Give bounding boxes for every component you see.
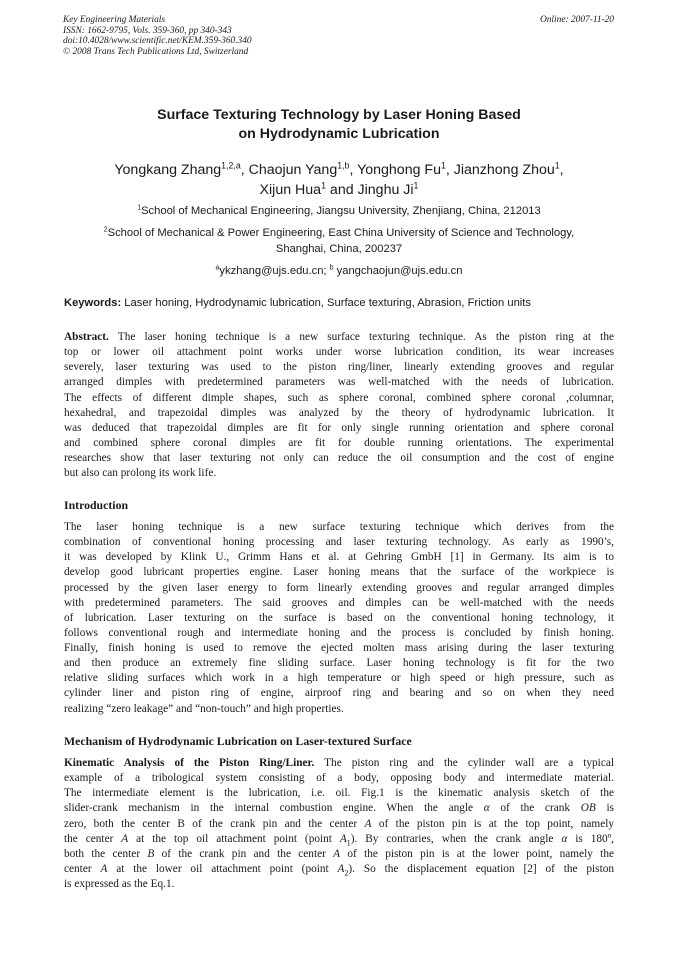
author-affiliation-mark: 1 bbox=[321, 180, 326, 191]
paragraph-line: The intermediate element is the lubrication, i.e. oil. Fig.1 is the kinematic analysis sketch of the bbox=[64, 787, 614, 800]
abstract-line bbox=[64, 330, 614, 345]
author-affiliation-mark: 1 bbox=[554, 160, 560, 171]
paragraph-text: both the center bbox=[64, 847, 148, 860]
paragraph-line bbox=[64, 801, 614, 816]
subsection-lead: Kinematic Analysis of the Piston Ring/Liner. bbox=[64, 757, 315, 769]
title-line-2: on Hydrodynamic Lubrication bbox=[238, 126, 440, 142]
paragraph-line: relative sliding surfaces which work in a high temperature or high speed or high pressure, such as bbox=[64, 672, 614, 685]
journal-copyright: © 2008 Trans Tech Publications Ltd, Switzerland bbox=[63, 46, 249, 57]
paragraph-line: it was developed by Klink U., Grimm Hans et al. at Gehring GmbH [1] in Germany. Its aim is to bbox=[64, 551, 614, 564]
affiliation-2 bbox=[40, 225, 638, 242]
paragraph-line: is expressed as the Eq.1. bbox=[64, 878, 175, 890]
author-name: , Jianzhong Zhou bbox=[445, 162, 555, 178]
paragraph-text: ). By contraries, when the crank angle bbox=[350, 832, 562, 845]
author-line-2 bbox=[40, 180, 638, 200]
paragraph-line: processed by the given laser energy to form linearly extending grooves and regular arranged dimples bbox=[64, 581, 614, 594]
author-list bbox=[40, 160, 638, 200]
math-variable: α bbox=[483, 802, 490, 815]
abstract-line: arranged dimples with predetermined parameters was well-matched with the needs of lubrication. bbox=[64, 376, 614, 389]
math-variable: α bbox=[561, 832, 568, 845]
math-subscript: 2 bbox=[344, 868, 349, 878]
email-text: ykzhang@ujs.edu.cn; bbox=[219, 264, 330, 277]
paragraph-text: of the piston pin is at the top point, namely bbox=[371, 817, 614, 830]
title-line-1: Surface Texturing Technology by Laser Honing Based bbox=[157, 107, 521, 123]
abstract-label: Abstract. bbox=[64, 331, 109, 343]
paragraph-line: combination of conventional honing processing and laser texturing technology. As early as 1990’s, bbox=[64, 536, 614, 549]
math-variable: B bbox=[147, 847, 155, 860]
introduction-body bbox=[64, 520, 614, 717]
author-affiliation-mark: 1,b bbox=[337, 160, 350, 171]
author-name: Xijun Hua bbox=[259, 182, 322, 198]
affiliation-text: School of Mechanical & Power Engineering, East China University of Science and Technology, bbox=[107, 226, 575, 239]
online-date: Online: 2007-11-20 bbox=[539, 15, 614, 25]
author-name: and Jinghu Ji bbox=[325, 182, 414, 198]
paragraph-line: Finally, finish honing is used to remove the ejected molten mass arising during the laser texturing bbox=[64, 642, 614, 654]
paragraph-text: is 180º, bbox=[567, 832, 614, 845]
paragraph-text: ). So the displacement equation [2] of the piston bbox=[348, 862, 615, 875]
paragraph-line: of lubrication. Laser texturing on the surface is based on the conventional honing technology, it bbox=[64, 611, 614, 624]
journal-name: Key Engineering Materials bbox=[63, 15, 166, 25]
author-affiliation-mark: 1,2,a bbox=[221, 160, 241, 171]
abstract-line: and combined sphere coronal dimples are fit for double running orientations. The experimental bbox=[64, 436, 614, 449]
affiliation-text: School of Mechanical Engineering, Jiangsu University, Zhenjiang, China, 212013 bbox=[141, 205, 541, 217]
abstract-line: The effects of different dimple shapes, such as sphere coronal, combined sphere coronal ,columnar, bbox=[64, 391, 614, 404]
author-separator: , bbox=[559, 162, 564, 178]
paragraph-line bbox=[64, 756, 614, 771]
journal-header bbox=[63, 15, 252, 57]
affiliation-mark: 2 bbox=[103, 225, 108, 233]
math-variable: A bbox=[337, 862, 345, 875]
abstract bbox=[64, 330, 614, 481]
keywords bbox=[64, 296, 531, 310]
abstract-text: The laser honing technique is a new surface texturing technique. As the piston ring at the bbox=[108, 331, 614, 343]
journal-issn: ISSN: 1662-9795, Vols. 359-360, pp 340-343 bbox=[63, 25, 232, 36]
math-variable: A bbox=[100, 862, 108, 875]
abstract-line: but also can prolong its work life. bbox=[64, 467, 217, 480]
section-heading-mechanism: Mechanism of Hydrodynamic Lubrication on Laser-textured Surface bbox=[64, 734, 412, 748]
paragraph-line bbox=[64, 817, 614, 832]
email-mark: a bbox=[215, 263, 220, 271]
paragraph-text: the center bbox=[64, 832, 122, 845]
author-affiliation-mark: 1 bbox=[413, 180, 419, 191]
affiliation-2-cont: Shanghai, China, 200237 bbox=[275, 243, 403, 255]
paragraph-text: at the lower oil attachment point (point bbox=[107, 862, 338, 875]
keywords-label: Keywords: bbox=[64, 297, 122, 309]
author-name: , Chaojun Yang bbox=[240, 162, 338, 178]
math-variable: A bbox=[121, 832, 129, 845]
email-text: yangchaojun@ujs.edu.cn bbox=[333, 264, 463, 277]
paragraph-line bbox=[64, 832, 614, 847]
journal-doi: doi:10.4028/www.scientific.net/KEM.359-360.340 bbox=[63, 36, 252, 47]
paragraph-line bbox=[64, 847, 614, 862]
paragraph-text: is bbox=[595, 802, 614, 815]
author-line-1 bbox=[40, 160, 638, 180]
paragraph-line: and then produce an extremely fine sliding surface. Laser honing technology is fit for the two bbox=[64, 657, 614, 670]
abstract-line: researches show that laser texturing not only can reduce the oil consumption and the cost of engine bbox=[64, 452, 614, 464]
paragraph-line: The laser honing technique is a new surface texturing technique which derives from the bbox=[64, 521, 614, 533]
paragraph-text: slider-crank mechanism in the internal combustion engine. When the angle bbox=[64, 802, 484, 815]
math-subscript: 1 bbox=[346, 837, 351, 847]
paragraph-text: zero, both the center B of the crank pin and the center bbox=[64, 817, 365, 830]
abstract-line: hexahedral, and trapezoidal dimples was analyzed by the theory of hydrodynamic lubrication. It bbox=[64, 406, 614, 419]
paragraph-line: with predetermined parameters. The said grooves and dimples can be well-matched with the needs bbox=[64, 596, 614, 609]
math-variable: A bbox=[364, 817, 372, 830]
author-affiliation-mark: 1 bbox=[440, 160, 446, 171]
math-variable: A bbox=[339, 832, 347, 845]
paper-title bbox=[60, 106, 618, 144]
paragraph-line: follows conventional rough and intermediate honing and the process is concluded by finish honing. bbox=[64, 626, 614, 639]
paragraph-text: at the top oil attachment point (point bbox=[128, 832, 340, 845]
abstract-line: was deduced that trapezoidal dimples are fit for only single running orientation and sphere coronal bbox=[64, 421, 614, 434]
abstract-line: severely, laser texturing was used to the piston ring/liner, linearly extending grooves and regular bbox=[64, 361, 614, 374]
author-emails bbox=[40, 263, 638, 280]
paragraph-text: The piston ring and the cylinder wall are a typical bbox=[314, 757, 614, 769]
paragraph-line: example of a tribological system consisting of a body, opposing body and intermediate material. bbox=[64, 772, 614, 785]
paragraph-line: cylinder liner and piston ring of engine, airproof ring and bearing and so on when they need bbox=[64, 687, 614, 700]
paragraph-line: realizing “zero leakage” and “non-touch” and high properties. bbox=[64, 702, 344, 715]
author-name: , Yonghong Fu bbox=[349, 162, 441, 178]
abstract-line: top or lower oil attachment point works under worse lubrication condition, its wear increases bbox=[64, 346, 614, 359]
author-name: Yongkang Zhang bbox=[114, 162, 222, 178]
paragraph-text: of the piston pin is at the lower point, namely the bbox=[340, 847, 614, 860]
affiliation-1 bbox=[40, 203, 638, 220]
paragraph-text: center bbox=[64, 862, 101, 875]
math-variable: OB bbox=[580, 802, 596, 815]
paragraph-text: of the crank pin and the center bbox=[154, 847, 334, 860]
paragraph-line bbox=[64, 862, 614, 877]
paragraph-line: develop good lubricant properties engine. Laser honing means that the surface of the workpiece is bbox=[64, 566, 614, 579]
paragraph-text: of the crank bbox=[489, 802, 581, 815]
keywords-text: Laser honing, Hydrodynamic lubrication, Surface texturing, Abrasion, Friction units bbox=[121, 297, 531, 309]
mechanism-body bbox=[64, 756, 614, 892]
email-mark: b bbox=[329, 263, 334, 271]
math-variable: A bbox=[333, 847, 341, 860]
affiliation-mark: 1 bbox=[137, 204, 142, 212]
section-heading-introduction: Introduction bbox=[64, 498, 129, 512]
affiliations bbox=[40, 203, 638, 279]
